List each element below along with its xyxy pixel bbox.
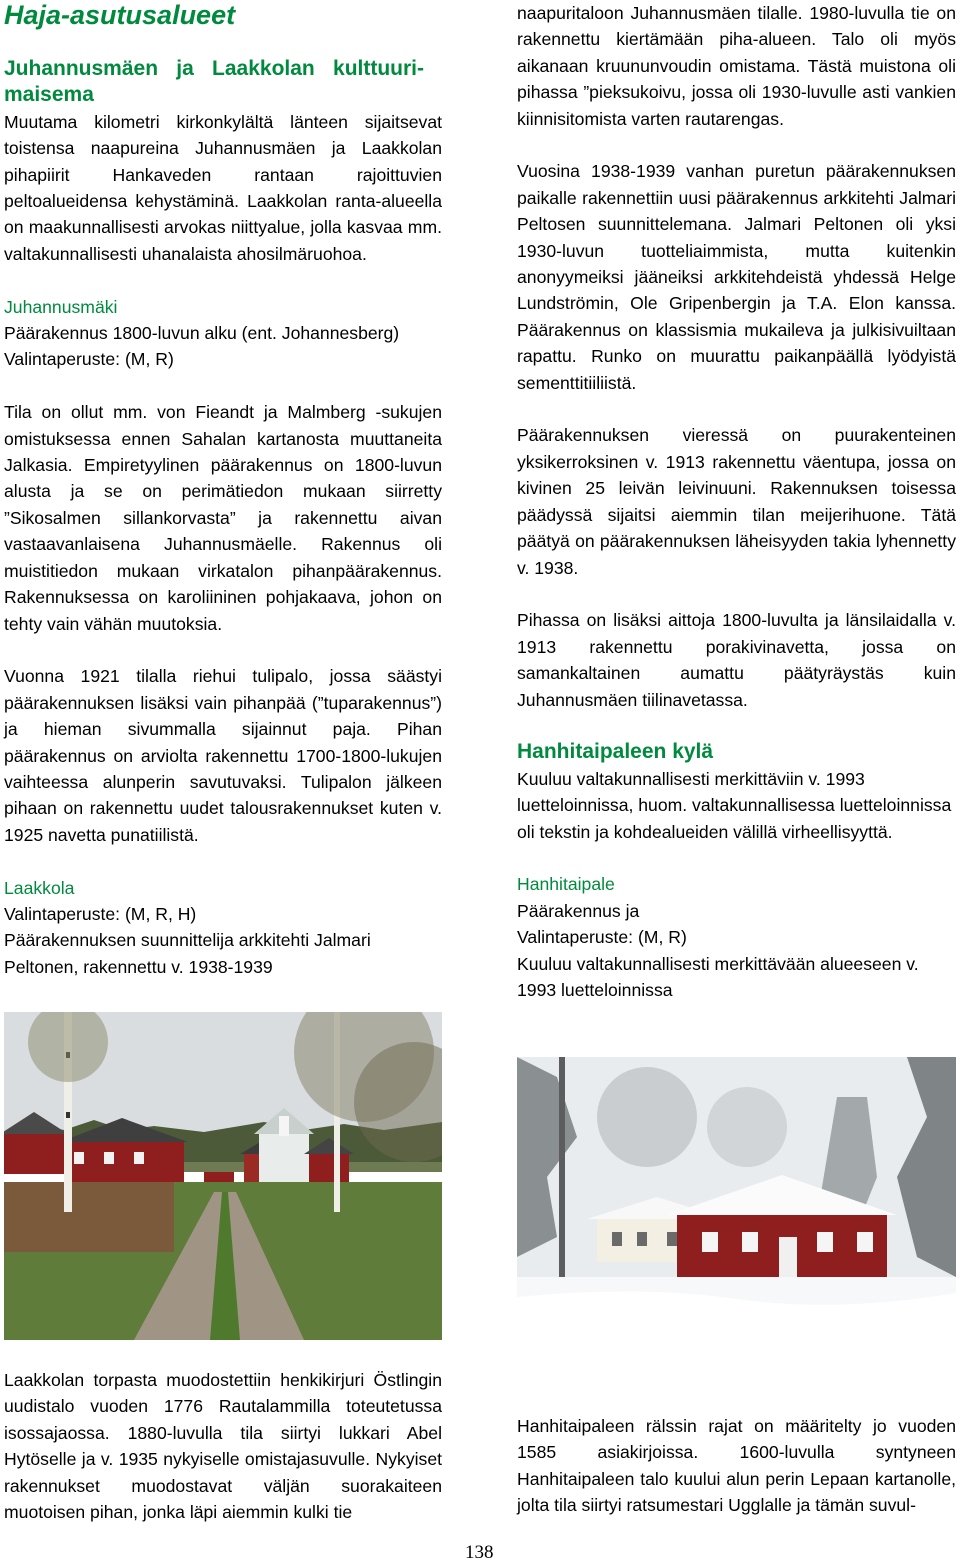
laakkola-designer: Päärakennuksen suunnittelija arkkitehti Jalmari Peltonen, rakennettu v. 1938-1939 [4,930,371,977]
hanhitaipale-history-paragraph: Hanhitaipaleen rälssin rajat on määritelty jo vuoden 1585 asiakirjoissa. 1600-luvulla syntyneen Hanhitaipaleen talo kuului alun perin Lepaan kartanolle, jolta tila siirtyi ratsumestari Ugglalle ja tämän suvul- [517,1416,956,1516]
laakkola-history-paragraph: Laakkolan torpasta muodostettiin henkikirjuri Östlingin uudistalo vuoden 1776 Rautalammilla toteutetussa isossajaossa. 1880-luvulla tila siirtyi lukkari Abel Hytöselle ja v. 1935 nykyiselle omistajasuvulle. Nykyiset rakennukset muodostavat väljän suorakaiteen muotoisen pihan, jonka läpi aiemmin kulki tie [4,1370,442,1523]
hanhitaipale-history-block [517,1413,956,1519]
page-number: 138 [465,1542,494,1563]
left-column [4,56,442,980]
juhannusmaki-fire-paragraph: Vuonna 1921 tilalla riehui tulipalo, jossa säästyi päärakennuksen lisäksi vain pihanpää (”tuparakennus”) ja hieman sivummalla sijainnut paja. Pihan päärakennus on arviolta rakennettu 1700-1800-lukujen vaihteessa alunperin savutuvaksi. Tulipalon jälkeen pihaan on rakennettu uudet talousrakennukset kuten v. 1925 navetta punatiilistä. [4,666,442,845]
laakkola-history-block [4,1367,442,1525]
subheading-juhannusmaki: Juhannusmäki [4,296,118,317]
subheading-hanhitaipale: Hanhitaipale [517,874,615,895]
page-title: Haja-asutusalueet [4,0,236,30]
intro-paragraph: Muutama kilometri kirkonkylältä länteen sijaitsevat toistensa naapureina Juhannusmäen ja Laakkolan pihapiirit Hankaveden rantaan rajoittuvien peltoalueidensa kehystäminä. Laakkolan ranta-alueella on maakunnallisesti arvokas niittyalue, jolla kasvaa mm. valtakunnallisesti uhanalaista ahosilmäruohoa. [4,111,442,264]
hanhitaipale-significance: Kuuluu valtakunnallisesti merkittävään alueeseen v. 1993 luetteloinnissa [517,953,919,1000]
laakkola-criteria: Valintaperuste: (M, R, H) [4,903,197,924]
hanhitaipale-intro: Kuuluu valtakunnallisesti merkittäviin v. 1993 luetteloinnissa, huom. valtakunnallisessa luetteloinnissa oli tekstin ja kohdealueiden välillä virheellisyyttä. [517,768,952,842]
section-heading-juhannusmaki-laakkola: Juhannusmäen ja Laakkolan kulttuuri-maisema [4,57,424,107]
right-column [517,0,956,1003]
juhannusmaki-history-paragraph: Tila on ollut mm. von Fieandt ja Malmberg -sukujen omistuksessa ennen Sahalan kartanosta muuttaneita Jalkasia. Empiretyylinen päärakennus on 1800-luvun alusta ja se on perimätiedon mukaan siirretty ”Sikosalmen sillankorvasta” ja rakennettu aivan vastaavanlaisena Juhannusmäelle. Rakennus oli muistitiedon mukaan virkatalon pihanpäärakennus. Rakennuksessa on karoliininen pohjakaava, johon on tehty vain vähän muutoksia. [4,402,442,634]
photo-laakkola-road [4,1012,442,1340]
hanhitaipale-main-building: Päärakennus ja [517,900,640,921]
section-heading-hanhitaipale: Hanhitaipaleen kylä [517,740,714,764]
juhannusmaki-main-building: Päärakennus 1800-luvun alku (ent. Johannesberg) [4,323,400,344]
photo-hanhitaipale-winter [517,1057,956,1385]
subheading-laakkola: Laakkola [4,877,75,898]
hanhitaipale-criteria: Valintaperuste: (M, R) [517,927,687,948]
laakkola-workers-house-paragraph: Päärakennuksen vieressä on puurakenteinen yksikerroksinen v. 1913 rakennettu väentupa, jossa on kivinen 25 leivän leivinuuni. Rakennuksen toisessa päädyssä sijaitsi aiemmin tilan meijerihuone. Tätä päätyä on päärakennuksen läheisyyden takia lyhennetty v. 1938. [517,425,956,578]
laakkola-continued-paragraph: naapuritaloon Juhannusmäen tilalle. 1980-luvulla tie on rakennettu kiertämään piha-alueen. Talo oli myös aikanaan kruununvoudin omistama. Tästä muistona oli pihassa ”pieksukoivu, jossa oli 1930-luvulle asti vankien kiinnisitomista varten rautarengas. [517,3,956,129]
laakkola-main-building-paragraph: Vuosina 1938-1939 vanhan puretun päärakennuksen paikalle rakennettiin uusi päärakennus arkkitehti Jalmari Peltosen suunnittelemana. Jalmari Peltonen oli yksi 1930-luvun tuotteliaimmista, mutta kuitenkin anonyymeiksi jääneiksi arkkitehdeistä yhdessä Helge Lundströmin, Ole Gripenbergin ja T.A. Elon kanssa. Päärakennus on klassismia mukaileva ja julkisivuiltaan rapattu. Runko on muurattu paikanpäällä lyödyistä sementtitiiliistä. [517,161,956,393]
juhannusmaki-criteria: Valintaperuste: (M, R) [4,349,174,370]
laakkola-outbuildings-paragraph: Pihassa on lisäksi aittoja 1800-luvulta ja länsilaidalla v. 1913 rakennettu porakivinavetta, jossa on samankaltainen aumattu päätyräystäs kuin Juhannusmäen tiilinavetassa. [517,610,956,710]
